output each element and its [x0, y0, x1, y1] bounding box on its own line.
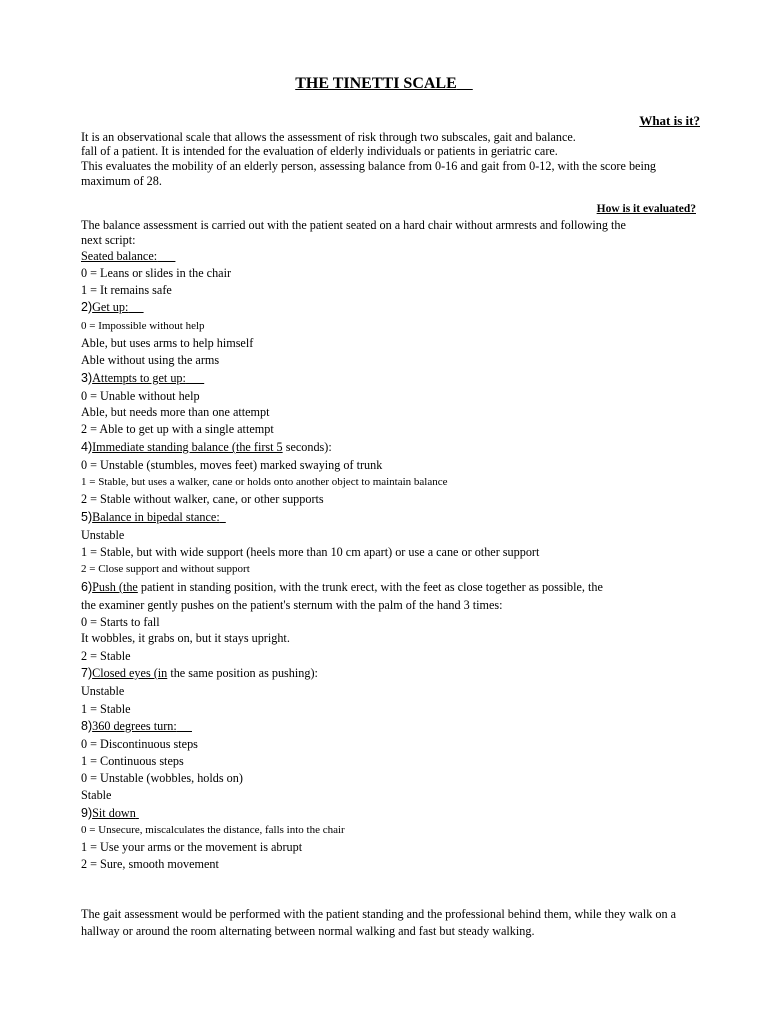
section-seated-balance-heading — [81, 249, 175, 264]
section-attempts-heading — [81, 371, 204, 386]
section-number: 4) — [81, 440, 93, 454]
intro-line: fall of a patient. It is intended for the evaluation of elderly individuals or patients in geriatric care. — [81, 144, 558, 158]
section-heading-text: Get up: — [92, 300, 129, 314]
section-number: 9) — [81, 806, 93, 820]
section-heading-tail: seconds): — [282, 440, 332, 454]
title-text: THE TINETTI SCALE — [295, 75, 457, 92]
list-item: It wobbles, it grabs on, but it stays upright. — [81, 631, 290, 645]
section-number: 3) — [81, 371, 93, 385]
list-item: 0 = Unstable (stumbles, moves feet) marked swaying of trunk — [81, 458, 383, 472]
list-item: 2 = Stable without walker, cane, or other supports — [81, 492, 324, 506]
section-push-heading — [81, 580, 603, 595]
list-item: 2 = Sure, smooth movement — [81, 857, 219, 871]
list-item: 0 = Starts to fall — [81, 615, 160, 629]
list-item: 0 = Unable without help — [81, 389, 200, 403]
section-standing-balance-heading — [81, 440, 332, 455]
gait-intro-line: hallway or around the room alternating between normal walking and fast but steady walking. — [81, 924, 535, 938]
section-turn-heading — [81, 719, 192, 734]
list-item: 2 = Close support and without support — [81, 563, 250, 575]
section-heading-text: Sit down — [92, 806, 136, 820]
list-item: 1 = Stable — [81, 702, 131, 716]
list-item: Unstable — [81, 528, 125, 542]
section-heading-tail: the same position as pushing): — [167, 666, 318, 680]
section-heading-text: Attempts to get up: — [92, 371, 186, 385]
list-item: 0 = Unstable (wobbles, holds on) — [81, 771, 243, 785]
title-trailing-underline — [457, 75, 473, 92]
list-item: 1 = Use your arms or the movement is abrupt — [81, 840, 303, 854]
how-evaluated-heading: How is it evaluated? — [596, 203, 696, 215]
list-item: 0 = Unsecure, miscalculates the distance, falls into the chair — [81, 824, 345, 836]
section-sit-down-heading — [81, 806, 139, 821]
list-item: Able, but needs more than one attempt — [81, 405, 270, 419]
list-item: 1 = Continuous steps — [81, 754, 184, 768]
section-bipedal-stance-heading — [81, 510, 226, 525]
list-item: 0 = Discontinuous steps — [81, 737, 198, 751]
section-heading-text: Closed eyes (in — [92, 666, 168, 680]
list-item: Able, but uses arms to help himself — [81, 336, 254, 350]
list-item: 1 = Stable, but with wide support (heels more than 10 cm apart) or use a cane or other support — [81, 545, 540, 559]
list-item: the examiner gently pushes on the patient's sternum with the palm of the hand 3 times: — [81, 598, 503, 612]
section-heading-text: 360 degrees turn: — [92, 719, 177, 733]
section-number: 6) — [81, 580, 93, 594]
section-number: 2) — [81, 300, 93, 314]
list-item: 1 = It remains safe — [81, 283, 172, 297]
section-heading-text: Push (the — [92, 580, 138, 594]
balance-intro-line: next script: — [81, 233, 136, 247]
balance-intro-line: The balance assessment is carried out with the patient seated on a hard chair without armrests and following the — [81, 218, 626, 232]
section-number: 7) — [81, 666, 93, 680]
document-title — [0, 75, 768, 93]
intro-line: This evaluates the mobility of an elderly person, assessing balance from 0-16 and gait from 0-12, with the score being — [81, 159, 657, 173]
list-item: 2 = Able to get up with a single attempt — [81, 422, 274, 436]
list-item: Able without using the arms — [81, 353, 220, 367]
list-item: 0 = Leans or slides in the chair — [81, 266, 232, 280]
section-closed-eyes-heading — [81, 666, 318, 681]
section-heading-text: Immediate standing balance (the first 5 — [92, 440, 283, 454]
intro-line: It is an observational scale that allows the assessment of risk through two subscales, gait and balance. — [81, 130, 576, 144]
section-get-up-heading — [81, 300, 144, 315]
section-number: 5) — [81, 510, 93, 524]
list-item: 1 = Stable, but uses a walker, cane or holds onto another object to maintain balance — [81, 476, 448, 488]
list-item: Unstable — [81, 684, 125, 698]
section-heading-text: Seated balance: — [81, 249, 158, 263]
list-item: 2 = Stable — [81, 649, 131, 663]
intro-line: maximum of 28. — [81, 174, 162, 188]
list-item: 0 = Impossible without help — [81, 320, 205, 332]
list-item: Stable — [81, 788, 112, 802]
what-is-it-heading: What is it? — [639, 113, 700, 128]
section-heading-text: Balance in bipedal stance: — [92, 510, 220, 524]
section-number: 8) — [81, 719, 93, 733]
section-heading-tail: patient in standing position, with the trunk erect, with the feet as close together as possible, the — [137, 580, 603, 594]
gait-intro-line: The gait assessment would be performed with the patient standing and the professional behind them, while they walk on a — [81, 907, 677, 921]
